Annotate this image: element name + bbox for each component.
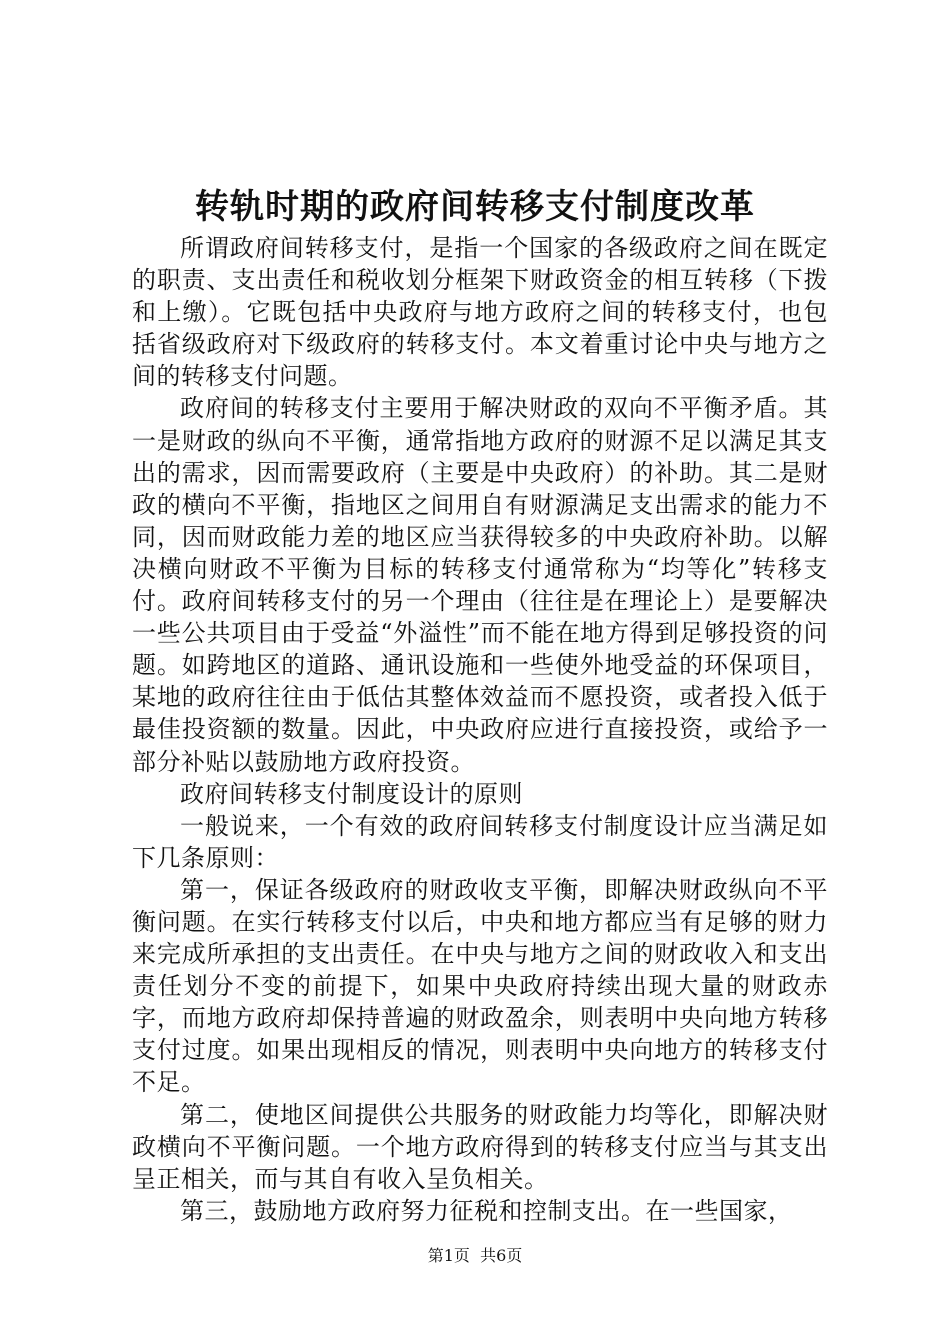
paragraph-principles-intro: 一般说来，一个有效的政府间转移支付制度设计应当满足如下几条原则： — [132, 811, 828, 872]
paragraph-imbalance: 政府间的转移支付主要用于解决财政的双向不平衡矛盾。其一是财政的纵向不平衡，通常指地方政府的财源不足以满足其支出的需求，因而需要政府（主要是中央政府）的补助。其二是财政的横向不平衡，指地区之间用自有财源满足支出需求的能力不同，因而财政能力差的地区应当获得较多的中央政府补助。以解决横向财政不平衡为目标的转移支付通常称为“均等化”转移支付。政府间转移支付的另一个理由（往往是在理论上）是要解决一些公共项目由于受益“外溢性”而不能在地方得到足够投资的问题。如跨地区的道路、通讯设施和一些使外地受益的环保项目，某地的政府往往由于低估其整体效益而不愿投资，或者投入低于最佳投资额的数量。因此，中央政府应进行直接投资，或给予一部分补贴以鼓励地方政府投资。 — [132, 394, 828, 776]
paragraph-principle-three: 第三，鼓励地方政府努力征税和控制支出。在一些国家， — [180, 1196, 793, 1225]
document-body — [132, 232, 828, 1227]
page-footer — [0, 1244, 950, 1268]
page-total: 共6页 — [480, 1246, 523, 1265]
paragraph-principle-two: 第二，使地区间提供公共服务的财政能力均等化，即解决财政横向不平衡问题。一个地方政府得到的转移支付应当与其支出呈正相关，而与其自有收入呈负相关。 — [132, 1100, 828, 1193]
paragraph-definition: 所谓政府间转移支付，是指一个国家的各级政府之间在既定的职责、支出责任和税收划分框架下财政资金的相互转移（下拨和上缴）。它既包括中央政府与地方政府之间的转移支付，也包括省级政府对下级政府的转移支付。本文着重讨论中央与地方之间的转移支付问题。 — [132, 234, 828, 391]
page-number: 第1页 — [427, 1246, 470, 1265]
document-title: 转轨时期的政府间转移支付制度改革 — [195, 187, 755, 227]
section-heading-principles: 政府间转移支付制度设计的原则 — [180, 779, 523, 808]
paragraph-principle-one: 第一，保证各级政府的财政收支平衡，即解决财政纵向不平衡问题。在实行转移支付以后，中央和地方都应当有足够的财力来完成所承担的支出责任。在中央与地方之间的财政收入和支出责任划分不变的前提下，如果中央政府持续出现大量的财政赤字，而地方政府却保持普遍的财政盈余，则表明中央向地方转移支付过度。如果出现相反的情况，则表明中央向地方的转移支付不足。 — [132, 875, 828, 1097]
